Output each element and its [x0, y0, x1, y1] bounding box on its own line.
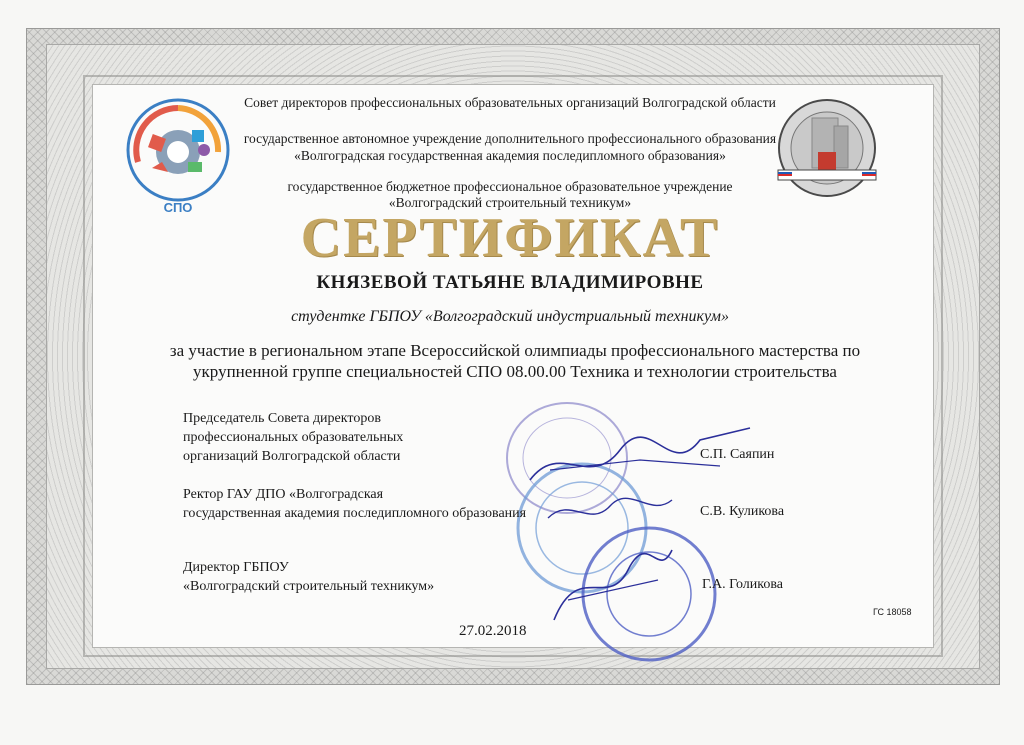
recipient-name: КНЯЗЕВОЙ ТАТЬЯНЕ ВЛАДИМИРОВНЕ — [316, 272, 704, 293]
issue-date: 27.02.2018 — [459, 623, 527, 639]
signatory-3-name: Г.А. Голикова — [702, 577, 784, 592]
award-reason-line-2: укрупненной группе специальностей СПО 08.00.00 Техника и технологии строительства — [193, 362, 837, 381]
signatory-2-line-1: Ректор ГАУ ДПО «Волгоградская — [183, 487, 384, 502]
college-name: «Волгоградский строительный техникум» — [388, 195, 632, 210]
signatory-3-line-1: Директор ГБПОУ — [183, 560, 289, 575]
logo-left-label: СПО — [163, 200, 193, 215]
college-type: государственное бюджетное профессиональное образовательное учреждение — [287, 179, 733, 194]
signatory-1-line-3: организаций Волгоградской области — [183, 449, 401, 464]
signature-2-icon — [540, 488, 680, 538]
signatory-1-name: С.П. Саяпин — [700, 447, 775, 462]
academy-type: государственное автономное учреждение дополнительного профессионального образования — [243, 131, 777, 146]
award-reason-line-1: за участие в региональном этапе Всероссийской олимпиады профессионального мастерства по — [169, 341, 861, 360]
signatory-1-line-1: Председатель Совета директоров — [183, 411, 381, 426]
certificate-title: СЕРТИФИКАТ — [300, 207, 720, 269]
signatory-1-title — [183, 409, 403, 466]
signatory-3-line-2: «Волгоградский строительный техникум» — [183, 579, 435, 594]
signatory-2-name: С.В. Куликова — [700, 504, 785, 519]
signatory-3-title — [183, 558, 434, 596]
form-code: ГС 18058 — [873, 607, 912, 617]
signature-3-icon — [548, 540, 678, 630]
council-title: Совет директоров профессиональных образовательных организаций Волгоградской области — [244, 95, 776, 110]
signatory-2-title — [183, 485, 526, 523]
signatory-2-line-2: государственная академия последипломного образования — [183, 506, 527, 521]
academy-name: «Волгоградская государственная академия последипломного образования» — [294, 148, 726, 163]
award-reason — [130, 340, 900, 382]
recipient-affiliation: студентке ГБПОУ «Волгоградский индустриальный техникум» — [291, 308, 729, 325]
signatory-1-line-2: профессиональных образовательных — [183, 430, 404, 445]
